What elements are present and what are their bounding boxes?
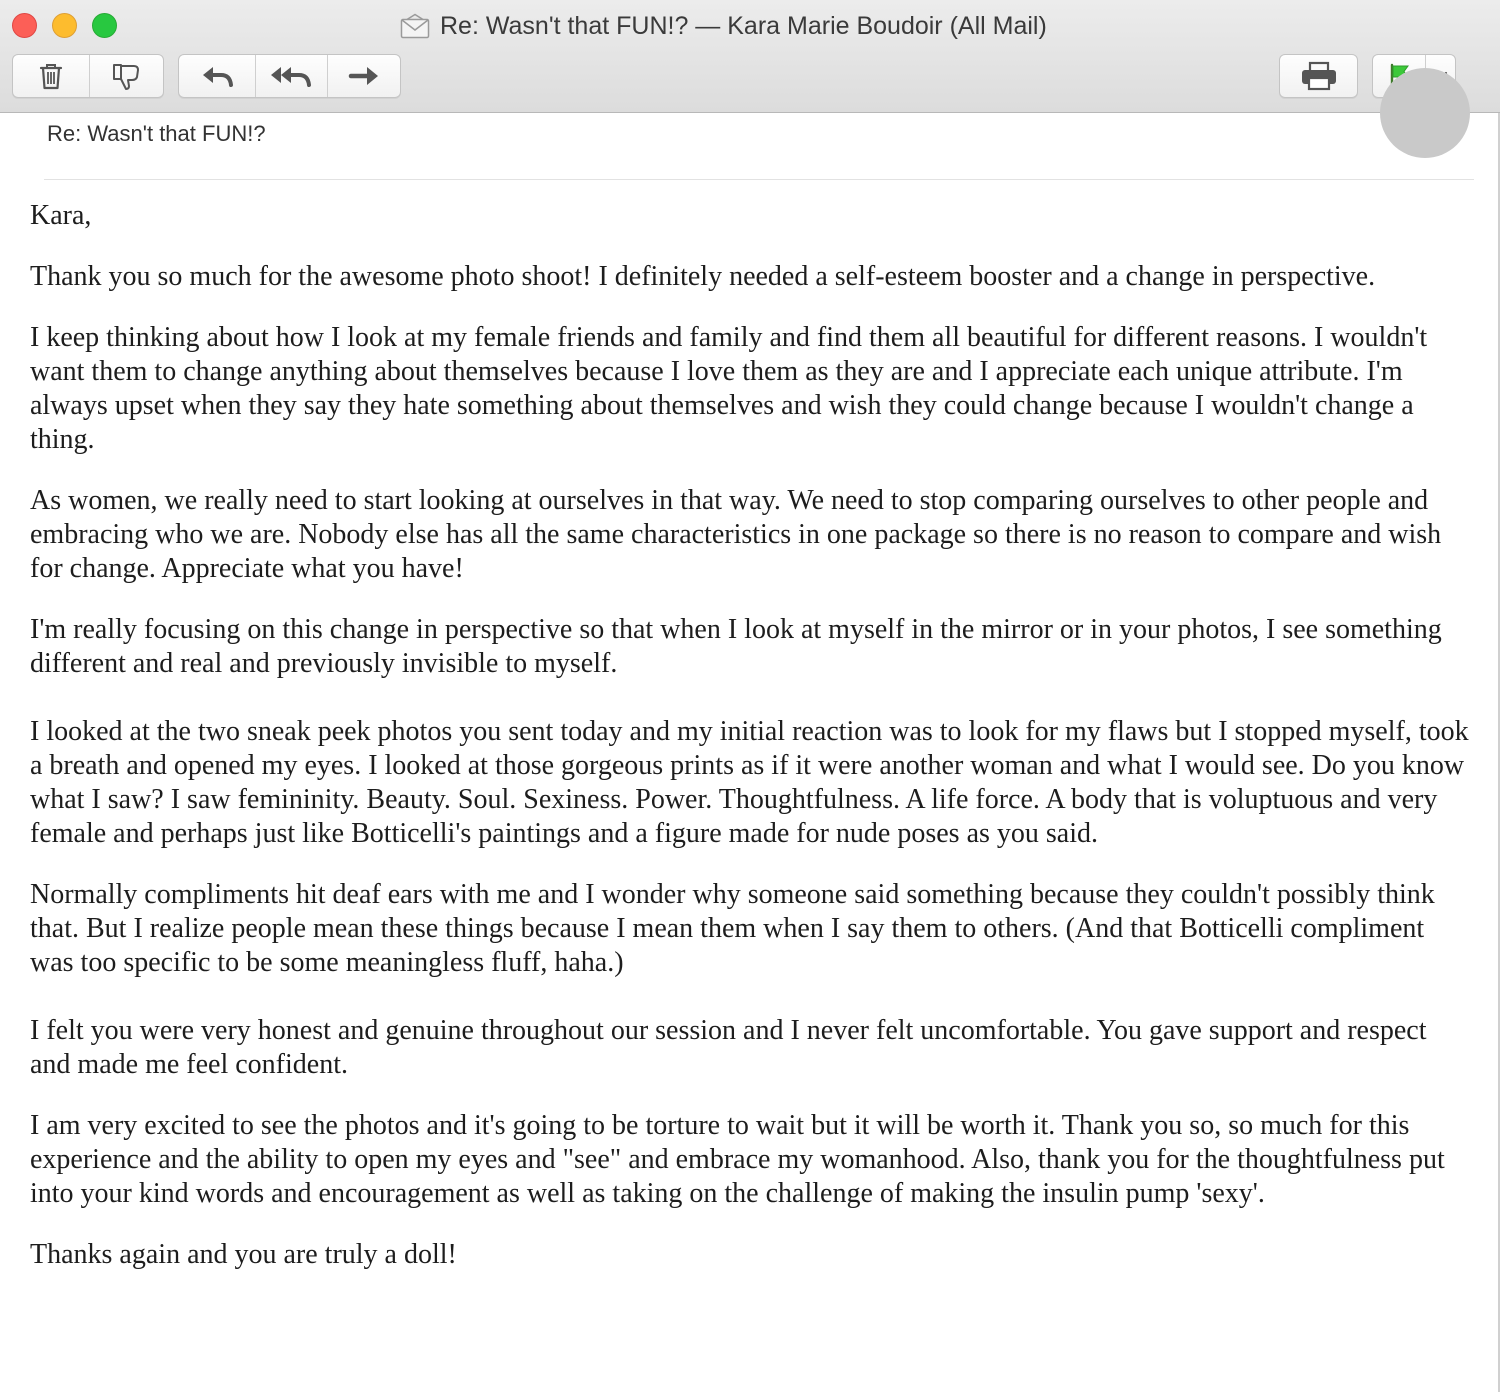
- reply-all-icon: [269, 63, 313, 89]
- forward-arrow-icon: [347, 63, 381, 89]
- close-window-button[interactable]: [12, 13, 37, 38]
- reply-all-button[interactable]: [255, 55, 326, 97]
- print-group: [1279, 54, 1358, 98]
- sender-avatar: [1380, 68, 1470, 158]
- body-paragraph: Thank you so much for the awesome photo shoot! I definitely needed a self-esteem booster and a change in perspective.: [30, 261, 1376, 292]
- reply-forward-group: [178, 54, 401, 98]
- body-paragraph: As women, we really need to start looking at ourselves in that way. We need to stop comparing ourselves to other people and embracing who we are. Nobody else has all the same characteristics in one package so there is no reason to compare and wish for change. Appreciate what you have!: [30, 485, 1442, 584]
- message-header: [0, 113, 1500, 183]
- window-title: Re: Wasn't that FUN!? — Kara Marie Boudoir (All Mail): [440, 11, 1047, 40]
- greeting: Kara,: [30, 200, 92, 231]
- trash-icon: [37, 61, 65, 91]
- delete-button[interactable]: [13, 55, 89, 97]
- body-paragraph: I'm really focusing on this change in perspective so that when I look at myself in the mirror or in your photos, I see something different and real and previously invisible to myself.: [30, 614, 1442, 679]
- body-paragraph: I felt you were very honest and genuine throughout our session and I never felt uncomfortable. You gave support and respect and made me feel confident.: [30, 1015, 1427, 1080]
- header-divider: [44, 179, 1474, 180]
- body-paragraph: Normally compliments hit deaf ears with me and I wonder why someone said something because they couldn't possibly think that. But I realize people mean these things because I mean them when I say them to others. (And that Botticelli compliment was too specific to be some meaningless fluff, haha.): [30, 879, 1435, 978]
- closing-line: Thanks again and you are truly a doll!: [30, 1239, 457, 1270]
- junk-button[interactable]: [89, 55, 163, 97]
- delete-junk-group: [12, 54, 164, 98]
- message-subject: Re: Wasn't that FUN!?: [47, 121, 266, 146]
- envelope-icon: [400, 13, 430, 39]
- reply-button[interactable]: [179, 55, 255, 97]
- window-toolbar: [0, 0, 1500, 113]
- body-paragraph: I looked at the two sneak peek photos you sent today and my initial reaction was to look for my flaws but I stopped myself, took a breath and opened my eyes. I looked at those gorgeous prints as if it were another woman and what I would see. Do you know what I saw? I saw femininity. Beauty. Soul. Sexiness. Power. Thoughtfulness. A life force. A body that is voluptuous and very female and perhaps just like Botticelli's paintings and a figure made for nude poses as you said.: [30, 716, 1469, 849]
- body-paragraph: I keep thinking about how I look at my female friends and family and find them all beautiful for different reasons. I wouldn't want them to change anything about themselves because I love them as they are and I appreciate each unique attribute. I'm always upset when they say they hate something about themselves and wish they could change because I wouldn't change a thing.: [30, 322, 1428, 455]
- thumbs-down-icon: [110, 61, 142, 91]
- maximize-window-button[interactable]: [92, 13, 117, 38]
- printer-icon: [1300, 61, 1338, 91]
- forward-button[interactable]: [327, 55, 400, 97]
- minimize-window-button[interactable]: [52, 13, 77, 38]
- message-body: [30, 199, 1470, 1299]
- reply-icon: [199, 63, 235, 89]
- body-paragraph: I am very excited to see the photos and it's going to be torture to wait but it will be worth it. Thank you so, so much for this experience and the ability to open my eyes and "see" and embrace my womanhood. Also, thank you for the thoughtfulness put into your kind words and encouragement as well as taking on the challenge of making the insulin pump 'sexy'.: [30, 1110, 1445, 1209]
- print-button[interactable]: [1280, 55, 1357, 97]
- window-title-bar: [400, 8, 1047, 44]
